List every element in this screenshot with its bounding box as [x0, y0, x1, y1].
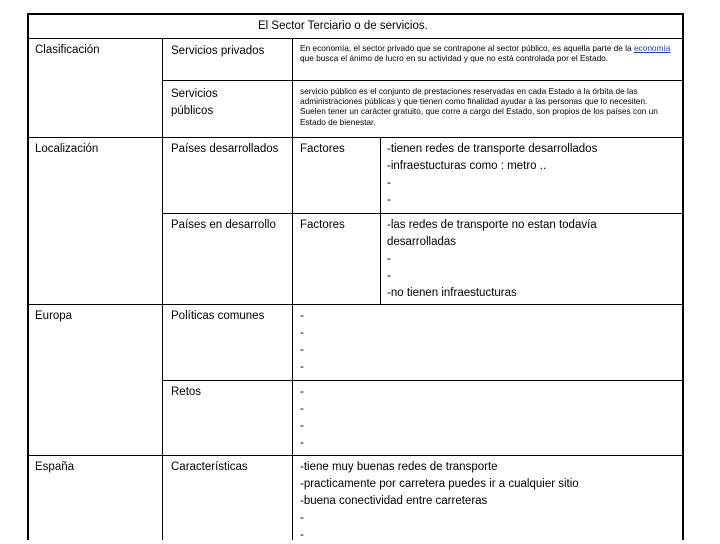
privados-desc-start: En economía, el sector privado que se contrapone al sector público, es aquella parte de la: [300, 43, 632, 53]
politicas-divider: [162, 380, 684, 381]
desarrollados-factores-label: Factores: [300, 143, 345, 155]
politicas-comunes-list: [300, 308, 670, 376]
list-item: desarrolladas: [387, 236, 457, 248]
list-item: -buena conectividad entre carreteras: [300, 495, 488, 507]
list-item: -infraestucturas como : metro ..: [387, 160, 547, 172]
title-row-divider: [27, 38, 684, 39]
caracteristicas-label: Características: [171, 461, 248, 473]
economia-link[interactable]: economía: [633, 43, 671, 53]
servicios-publicos-label-2: públicos: [171, 105, 214, 117]
list-item: -: [300, 512, 304, 524]
paises-desarrollados-label: Países desarrollados: [171, 143, 279, 155]
col-divider-3: [380, 137, 381, 304]
list-item: -practicamente por carretera puedes ir a cualquier sitio: [300, 478, 579, 490]
list-item: -: [300, 420, 304, 432]
row-label-europa: Europa: [35, 310, 73, 322]
privados-desc-end: que busca el ánimo de lucro en su actividad y que no está controlada por el Estado.: [300, 53, 609, 64]
en-desarrollo-factores-label: Factores: [300, 219, 345, 231]
localizacion-divider: [27, 304, 684, 305]
servicios-publicos-label-1: Servicios: [171, 88, 218, 100]
col-divider-2: [292, 38, 293, 540]
list-item: -: [300, 529, 304, 541]
list-item: -tiene muy buenas redes de transporte: [300, 461, 498, 473]
list-item: -: [387, 194, 391, 206]
list-item: -: [300, 361, 304, 373]
table-border-left: [27, 13, 29, 540]
desarrollados-factores-list: [387, 141, 679, 209]
row-label-espana: España: [35, 461, 75, 473]
list-item: -: [300, 386, 304, 398]
desarrollados-divider: [162, 213, 684, 214]
table-border-top: [27, 13, 684, 15]
europa-divider: [27, 455, 684, 456]
list-item: -: [387, 177, 391, 189]
caracteristicas-list: [300, 459, 678, 544]
privados-divider: [162, 80, 684, 81]
list-item: -: [300, 310, 304, 322]
list-item: -: [300, 437, 304, 449]
servicios-privados-description: [300, 43, 672, 63]
list-item: -no tienen infraestucturas: [387, 287, 517, 299]
list-item: -: [300, 344, 304, 356]
row-label-localizacion: Localización: [35, 143, 99, 155]
list-item: -: [387, 253, 391, 265]
row-label-clasificacion: Clasificación: [35, 44, 100, 56]
list-item: -: [387, 270, 391, 282]
table-title: El Sector Terciario o de servicios.: [258, 20, 428, 32]
en-desarrollo-factores-list: [387, 217, 679, 302]
list-item: -las redes de transporte no estan todavía: [387, 219, 597, 231]
clasificacion-divider: [27, 137, 684, 138]
col-divider-1: [162, 38, 163, 540]
retos-list: [300, 384, 670, 452]
servicios-publicos-description: servicio público es el conjunto de prestaciones reservadas en cada Estado a la órbita de las administraciones públicas y que tienen como finalidad ayudar a las personas que lo necesiten. Suelen tener un carácter gratuito, que corre a cargo del Estado, son propios de los países con un Estado de bienestar.: [300, 86, 658, 127]
paises-en-desarrollo-label: Países en desarrollo: [171, 219, 276, 231]
list-item: -: [300, 327, 304, 339]
servicios-privados-label: Servicios privados: [171, 45, 265, 57]
list-item: -: [300, 403, 304, 415]
list-item: -tienen redes de transporte desarrollados: [387, 143, 598, 155]
table-border-right: [682, 13, 684, 540]
politicas-comunes-label: Políticas comunes: [171, 310, 265, 322]
retos-label: Retos: [171, 386, 202, 398]
